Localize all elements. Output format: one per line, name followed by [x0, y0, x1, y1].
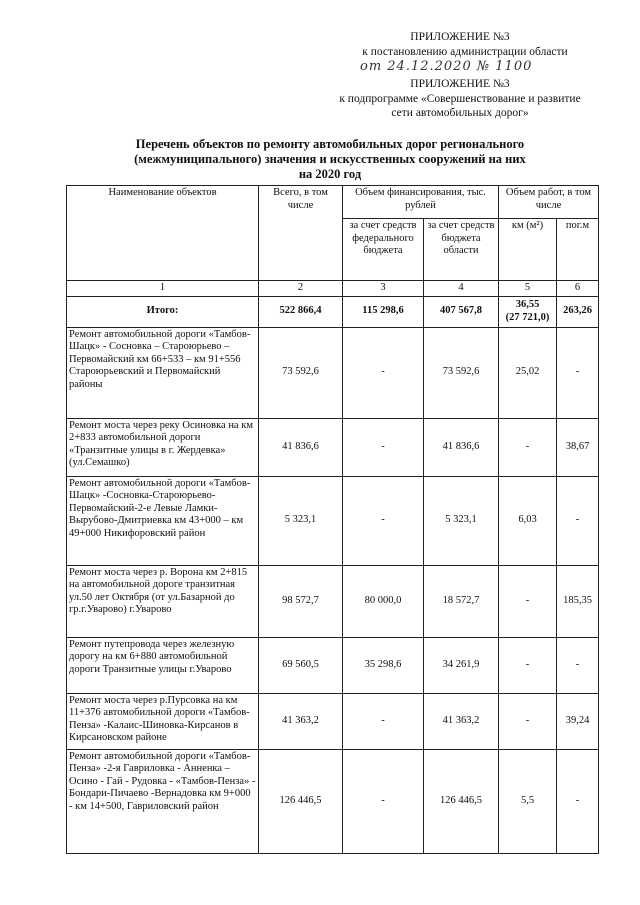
- object-regional: 41 836,6: [424, 418, 499, 476]
- total-regional: 407 567,8: [424, 296, 499, 327]
- object-name: Ремонт путепровода через железную дорогу на км 6+880 автомобильной дороги Транзитные улицы г.Уварово: [67, 637, 259, 693]
- appendix-header-1: ПРИЛОЖЕНИЕ №3: [410, 31, 510, 43]
- object-pogm: 185,35: [557, 565, 599, 637]
- object-pogm: 39,24: [557, 693, 599, 749]
- header-km: км (м²): [499, 219, 557, 281]
- header-row-1: [67, 186, 599, 219]
- object-name: Ремонт моста через р. Ворона км 2+815 на автомобильной дороге транзитная ул.50 лет Октября (от ул.Базарной до гр.г.Уварово) г.Уварово: [67, 565, 259, 637]
- object-total: 5 323,1: [259, 476, 343, 565]
- header-name: Наименование объектов: [67, 186, 259, 281]
- table-row: [67, 749, 599, 853]
- object-km: -: [499, 418, 557, 476]
- object-pogm: -: [557, 637, 599, 693]
- object-total: 73 592,6: [259, 327, 343, 418]
- title-line-1: Перечень объектов по ремонту автомобильных дорог регионального: [135, 137, 525, 151]
- object-km: -: [499, 565, 557, 637]
- object-total: 69 560,5: [259, 637, 343, 693]
- object-km: 5,5: [499, 749, 557, 853]
- to-subprogram-line-1: к подпрограмме «Совершенствование и развитие: [339, 93, 581, 105]
- col-number: 3: [343, 281, 424, 297]
- header-pogm: пог.м: [557, 219, 599, 281]
- total-sum: 522 866,4: [259, 296, 343, 327]
- total-federal: 115 298,6: [343, 296, 424, 327]
- table-row: [67, 327, 599, 418]
- object-km: 6,03: [499, 476, 557, 565]
- total-pogm: 263,26: [557, 296, 599, 327]
- object-total: 126 446,5: [259, 749, 343, 853]
- handwritten-date-number: от 24.12.2020 № 1100: [360, 59, 533, 74]
- header-regional: за счет средств бюджета области: [424, 219, 499, 281]
- object-name: Ремонт моста через реку Осиновка на км 2+833 автомобильной дороги «Транзитные улицы в г. Жердевка» (ул.Семашко): [67, 418, 259, 476]
- to-resolution-line: к постановлению администрации области: [362, 46, 568, 58]
- object-total: 98 572,7: [259, 565, 343, 637]
- object-km: 25,02: [499, 327, 557, 418]
- objects-table: [66, 185, 599, 854]
- document-title: [60, 137, 600, 182]
- object-federal: 80 000,0: [343, 565, 424, 637]
- table-row: [67, 418, 599, 476]
- total-km: [499, 296, 557, 327]
- object-regional: 126 446,5: [424, 749, 499, 853]
- object-pogm: -: [557, 476, 599, 565]
- col-number: 5: [499, 281, 557, 297]
- total-km-value: 36,55: [515, 299, 540, 310]
- object-federal: -: [343, 693, 424, 749]
- total-label: Итого:: [67, 296, 259, 327]
- object-federal: -: [343, 327, 424, 418]
- object-regional: 18 572,7: [424, 565, 499, 637]
- table-row: [67, 476, 599, 565]
- object-name: Ремонт автомобильной дороги «Тамбов-Шацк» - Сосновка – Староюрьево – Первомайский км 66+533 – км 91+556 Староюрьевский и Первомайский районы: [67, 327, 259, 418]
- col-number: 2: [259, 281, 343, 297]
- table-row: [67, 637, 599, 693]
- object-pogm: -: [557, 327, 599, 418]
- title-line-2: (межмуниципального) значения и искусственных сооружений на них: [134, 152, 526, 166]
- object-regional: 73 592,6: [424, 327, 499, 418]
- object-federal: 35 298,6: [343, 637, 424, 693]
- object-km: -: [499, 693, 557, 749]
- col-number: 4: [424, 281, 499, 297]
- object-total: 41 363,2: [259, 693, 343, 749]
- object-name: Ремонт автомобильной дороги «Тамбов-Пенза» -2-я Гавриловка - Анненка – Осино - Гай - Рудовка - «Тамбов-Пенза» - Бондари-Пичаево -Вернадовка км 9+000 - км 14+500, Гавриловский район: [67, 749, 259, 853]
- object-total: 41 836,6: [259, 418, 343, 476]
- total-km-sqm: (27 721,0): [505, 311, 550, 323]
- header-total: Всего, в том числе: [259, 186, 343, 281]
- table-row: [67, 565, 599, 637]
- table-row: [67, 693, 599, 749]
- header-financing: Объем финансирования, тыс. рублей: [343, 186, 499, 219]
- total-row: [67, 296, 599, 327]
- object-regional: 41 363,2: [424, 693, 499, 749]
- header-works: Объем работ, в том числе: [499, 186, 599, 219]
- col-number: 6: [557, 281, 599, 297]
- object-regional: 34 261,9: [424, 637, 499, 693]
- col-number: 1: [67, 281, 259, 297]
- header-federal: за счет средств федерального бюджета: [343, 219, 424, 281]
- column-number-row: [67, 281, 599, 297]
- appendix-header-2: ПРИЛОЖЕНИЕ №3: [410, 78, 510, 90]
- to-subprogram-line-2: сети автомобильных дорог»: [391, 107, 529, 119]
- title-line-3: на 2020 год: [298, 167, 362, 181]
- object-pogm: -: [557, 749, 599, 853]
- object-km: -: [499, 637, 557, 693]
- object-pogm: 38,67: [557, 418, 599, 476]
- object-federal: -: [343, 418, 424, 476]
- object-name: Ремонт автомобильной дороги «Тамбов-Шацк» -Сосновка-Староюрьево-Первомайский-2-е Левые Ламки-Вырубово-Дмитриевка км 43+000 – км 49+000 Никифоровский район: [67, 476, 259, 565]
- object-name: Ремонт моста через р.Пурсовка на км 11+376 автомобильной дороги «Тамбов-Пенза» -Калаис-Шиновка-Кирсанов в Кирсановском районе: [67, 693, 259, 749]
- object-regional: 5 323,1: [424, 476, 499, 565]
- object-federal: -: [343, 749, 424, 853]
- object-federal: -: [343, 476, 424, 565]
